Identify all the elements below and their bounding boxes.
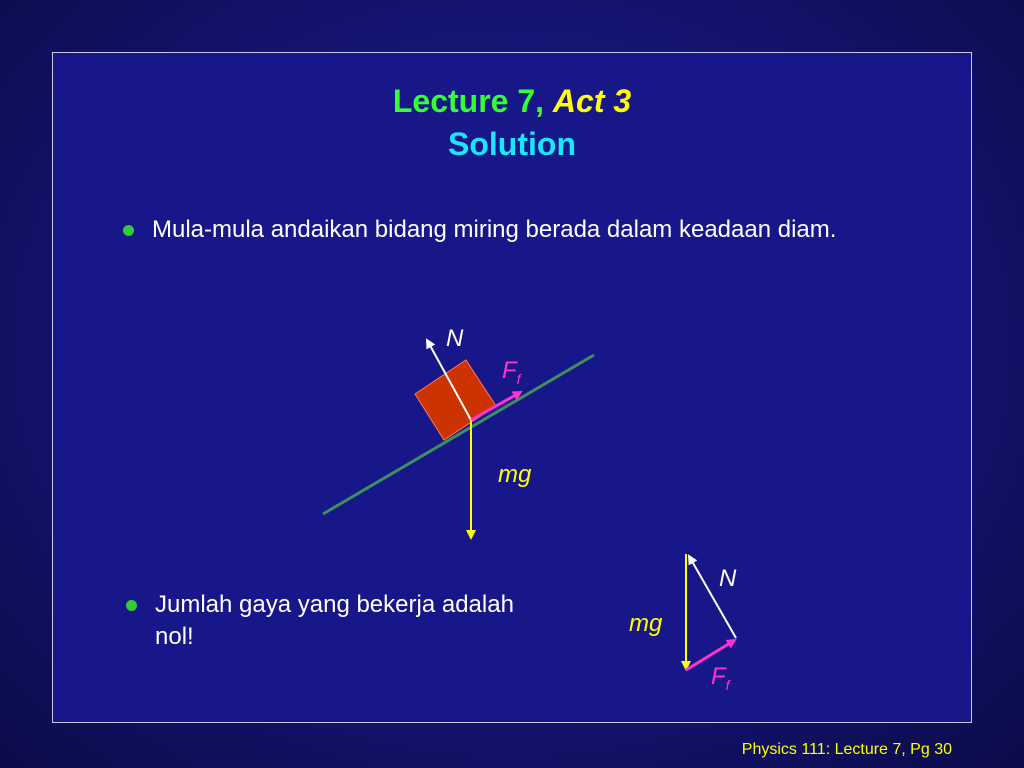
normal-force-label: N [446,325,464,352]
triangle-weight-label: mg [629,610,663,637]
slide-footer: Physics 111: Lecture 7, Pg 30 [741,741,952,758]
slide-subtitle: Solution [448,126,576,162]
bullet-text: Jumlah gaya yang bekerja adalah nol! [155,591,514,650]
title-prefix: Lecture 7, [392,83,553,119]
weight-force-label: mg [498,461,532,488]
bullet-dot-icon [126,600,137,611]
bullet-text: Mula-mula andaikan bidang miring berada dalam keadaan diam. [152,216,837,243]
friction-force-label: $F_f$ [502,357,521,387]
triangle-friction-label: $F_f$ [711,663,730,693]
title-act: Act 3 [552,83,632,119]
block-shape [415,360,496,440]
bullet-item [126,589,526,653]
triangle-normal-label: N [719,565,737,592]
